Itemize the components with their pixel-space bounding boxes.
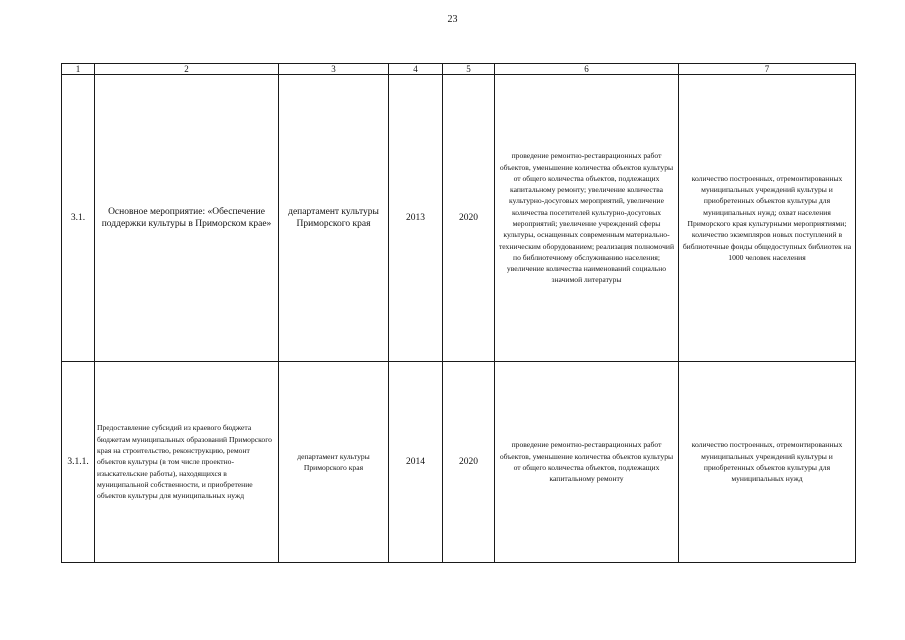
column-number-row xyxy=(62,64,856,75)
table-row xyxy=(62,362,856,563)
item-year-start: 2013 xyxy=(389,75,443,362)
item-year-start: 2014 xyxy=(389,362,443,563)
program-table xyxy=(61,63,856,563)
column-number: 5 xyxy=(443,64,495,75)
column-number: 3 xyxy=(279,64,389,75)
item-indicators: количество построенных, отремонтированных муниципальных учреждений культуры и приобретенных объектов культуры для муниципальных нужд xyxy=(679,362,856,563)
item-indicators: количество построенных, отремонтированных муниципальных учреждений культуры и приобретенных объектов культуры для муниципальных нужд; охват населения Приморского края культурными мероприятиями; количество экземпляров новых поступлений в библиотечные фонды общедоступных библиотек на 1000 человек населения xyxy=(679,75,856,362)
page-number: 23 xyxy=(447,14,458,25)
column-number: 6 xyxy=(495,64,679,75)
item-expected-result: проведение ремонтно-реставрационных работ объектов, уменьшение количества объектов культуры от общего количества объектов, подлежащих капитальному ремонту xyxy=(495,362,679,563)
column-number: 4 xyxy=(389,64,443,75)
item-executor: департамент культуры Приморского края xyxy=(279,75,389,362)
table-row xyxy=(62,75,856,362)
item-number: 3.1. xyxy=(62,75,95,362)
item-year-end: 2020 xyxy=(443,75,495,362)
item-number: 3.1.1. xyxy=(62,362,95,563)
item-year-end: 2020 xyxy=(443,362,495,563)
column-number: 7 xyxy=(679,64,856,75)
column-number: 2 xyxy=(95,64,279,75)
item-name: Основное мероприятие: «Обеспечение поддержки культуры в Приморском крае» xyxy=(95,75,279,362)
item-executor: департамент культуры Приморского края xyxy=(279,362,389,563)
item-name: Предоставление субсидий из краевого бюджета бюджетам муниципальных образований Приморского края на строительство, реконструкцию, ремонт объектов культуры (в том числе проектно-изыскательские работы), находящихся в муниципальной собственности, и приобретение объектов культуры для муниципальных нужд xyxy=(95,362,279,563)
column-number: 1 xyxy=(62,64,95,75)
item-expected-result: проведение ремонтно-реставрационных работ объектов, уменьшение количества объектов культуры от общего количества объектов, подлежащих капитальному ремонту; увеличение количества культурно-досуговых мероприятий, увеличение количества посетителей культурно-досуговых мероприятий; увеличение учреждений сферы культуры, оснащенных современным материально-техническим оборудованием; реализация полномочий по библиотечному обслуживанию населения; увеличение количества наименований социально значимой литературы xyxy=(495,75,679,362)
